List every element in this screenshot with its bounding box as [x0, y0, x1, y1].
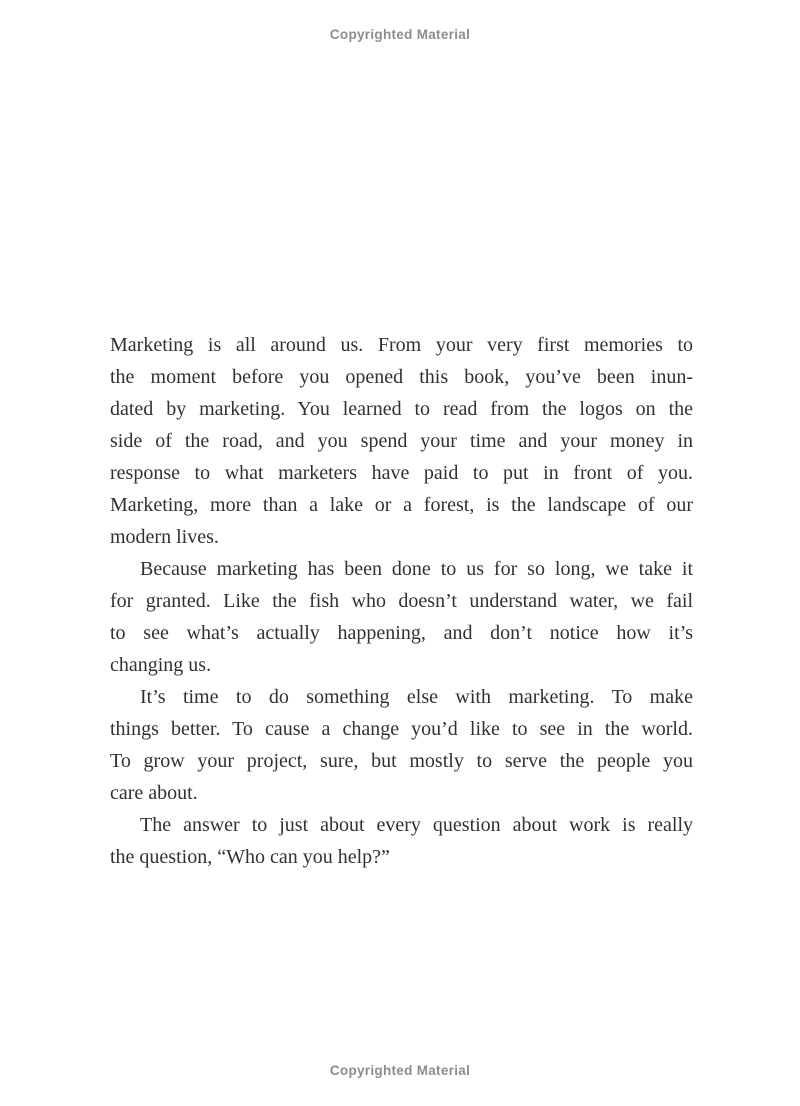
text-line: dated by marketing. You learned to read from the logos on the	[110, 398, 693, 420]
paragraph	[110, 329, 693, 553]
paragraph	[110, 553, 693, 681]
text-line: the moment before you opened this book, you’ve been inun-	[110, 366, 693, 388]
text-line: care about.	[110, 782, 198, 804]
text-line: the question, “Who can you help?”	[110, 846, 390, 868]
copyright-notice-top: Copyrighted Material	[329, 27, 471, 42]
text-line: The answer to just about every question about work is really	[140, 814, 693, 836]
text-line: Because marketing has been done to us for so long, we take it	[140, 558, 693, 580]
text-line: changing us.	[110, 654, 212, 676]
text-line: modern lives.	[110, 526, 219, 548]
text-line: Marketing, more than a lake or a forest, is the landscape of our	[110, 494, 693, 516]
paragraph	[110, 681, 693, 809]
text-line: Marketing is all around us. From your very first memories to	[110, 334, 693, 356]
text-line: for granted. Like the fish who doesn’t understand water, we fail	[110, 590, 693, 612]
text-line: To grow your project, sure, but mostly to serve the people you	[110, 750, 693, 772]
copyright-notice-bottom: Copyrighted Material	[329, 1063, 471, 1078]
text-line: It’s time to do something else with marketing. To make	[140, 686, 693, 708]
text-line: to see what’s actually happening, and don’t notice how it’s	[110, 622, 693, 644]
text-line: response to what marketers have paid to put in front of you.	[110, 462, 693, 484]
text-line: side of the road, and you spend your time and your money in	[110, 430, 693, 452]
text-line: things better. To cause a change you’d like to see in the world.	[110, 718, 693, 740]
body-text-block	[110, 329, 693, 873]
paragraph	[110, 809, 693, 873]
